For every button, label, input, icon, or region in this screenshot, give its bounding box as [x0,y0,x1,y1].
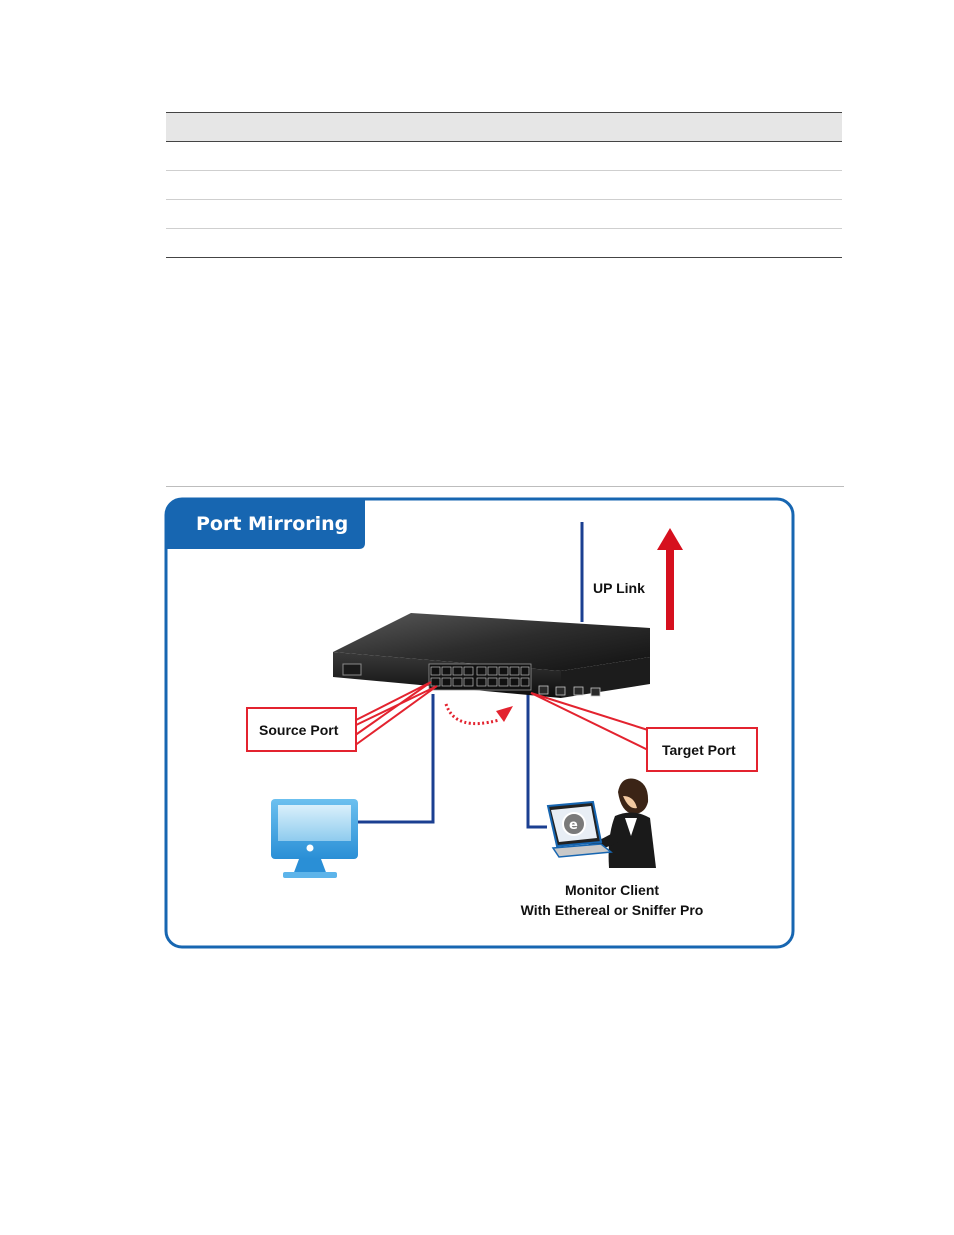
data-table [166,112,842,258]
table-header-row [166,113,842,142]
uplink-label: UP Link [593,580,645,596]
port-mirroring-diagram [163,496,797,952]
source-port-label: Source Port [259,722,339,738]
monitor-client-label: Monitor Client [564,882,660,898]
diagram-title-tab [167,500,365,549]
table-row [166,200,842,229]
target-port-label: Target Port [662,742,736,758]
empty-table [166,112,842,258]
table-row [166,229,842,258]
table-cell [166,200,842,229]
section-divider [166,486,844,487]
table-cell [166,229,842,258]
table-cell [166,142,842,171]
table-cell [166,171,842,200]
diagram-title: Port Mirroring [196,513,349,535]
table-row [166,171,842,200]
table-header-cell [166,113,842,142]
table-row [166,142,842,171]
svg-text:e: e [569,818,578,833]
monitor-client-sublabel: With Ethereal or Sniffer Pro [520,902,704,918]
